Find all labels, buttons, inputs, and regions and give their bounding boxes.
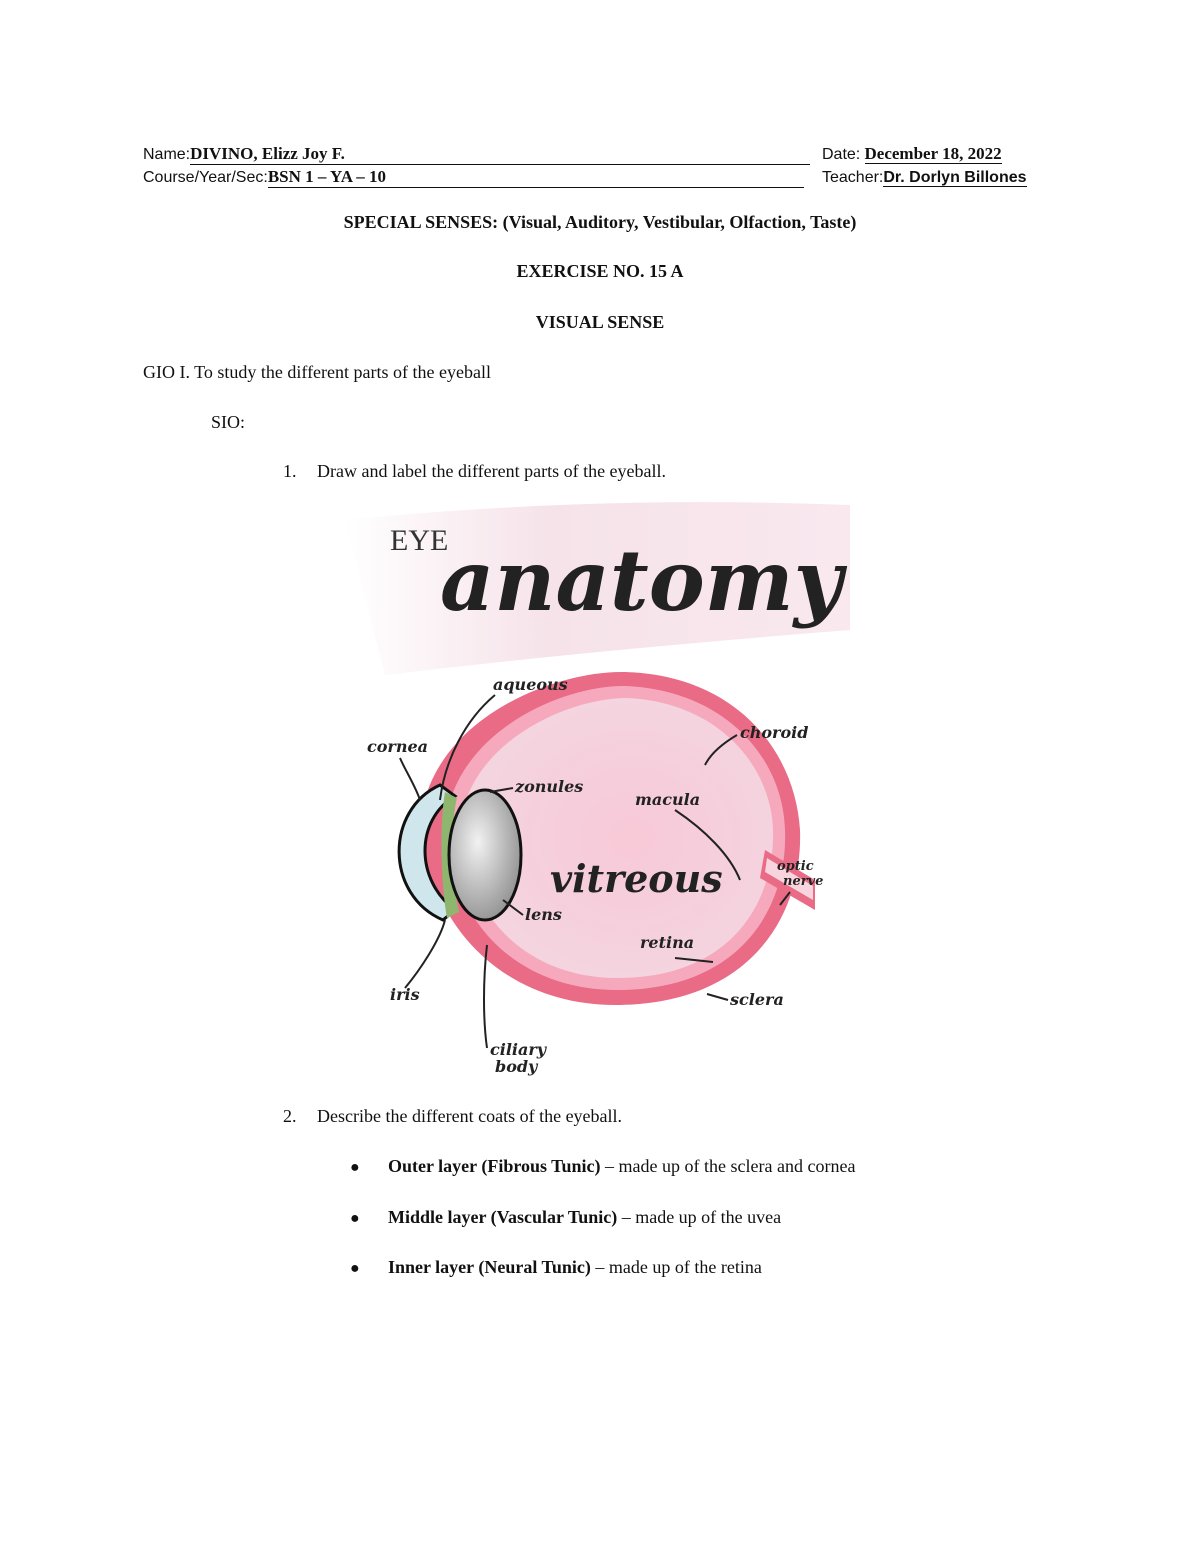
label-macula: macula	[635, 790, 701, 809]
gio-text: GIO I. To study the different parts of the eyeball	[143, 362, 491, 382]
visual-sense-title: VISUAL SENSE	[535, 312, 665, 332]
leader-cornea	[400, 758, 420, 800]
header-teacher	[822, 167, 1027, 187]
label-ciliary-1: ciliary	[490, 1040, 547, 1059]
item-2-text: Describe the different coats of the eyeball.	[317, 1106, 623, 1126]
layer-inner-rest: – made up of the retina	[590, 1257, 762, 1277]
layer-middle-rest: – made up of the uvea	[617, 1207, 782, 1227]
course-value: BSN 1 – YA – 10	[268, 167, 804, 188]
date-label: Date:	[822, 146, 861, 163]
date-value: December 18, 2022	[864, 144, 1002, 163]
eye-anatomy-figure	[345, 500, 855, 1085]
name-label: Name:	[143, 146, 191, 163]
label-zonules: zonules	[515, 777, 584, 796]
layer-inner-paren: (Neural Tunic)	[473, 1257, 591, 1277]
lens-shape	[449, 790, 521, 920]
teacher-label: Teacher:	[822, 169, 884, 186]
header-name-row	[143, 144, 823, 165]
bullet-dot: ●	[350, 1260, 360, 1277]
exercise-title: EXERCISE NO. 15 A	[516, 261, 684, 281]
layer-outer-bold: Outer layer	[388, 1156, 477, 1176]
eye-title-small: EYE	[390, 524, 449, 557]
special-senses-bold: SPECIAL SENSES:	[343, 212, 499, 232]
leader-iris	[405, 920, 445, 988]
leader-sclera	[707, 994, 728, 1000]
label-ciliary-2: body	[495, 1057, 538, 1076]
label-optic-2: nerve	[783, 874, 824, 889]
leader-ciliary	[484, 945, 487, 1048]
bullet-dot: ●	[350, 1210, 360, 1227]
label-choroid: choroid	[740, 723, 809, 742]
layer-item-outer	[350, 1156, 855, 1177]
course-label: Course/Year/Sec:	[143, 169, 268, 186]
layer-outer-rest: – made up of the sclera and cornea	[600, 1156, 856, 1176]
label-iris: iris	[390, 985, 420, 1004]
label-sclera: sclera	[730, 990, 784, 1009]
layer-middle-bold: Middle layer	[388, 1207, 487, 1227]
item-1-text: Draw and label the different parts of the eyeball.	[317, 461, 667, 481]
teacher-value: Dr. Dorlyn Billones	[883, 169, 1027, 186]
layer-inner-bold: Inner layer	[388, 1257, 474, 1277]
item-1	[283, 461, 666, 482]
item-2	[283, 1106, 622, 1127]
item-2-number: 2.	[283, 1106, 297, 1126]
label-lens: lens	[525, 905, 562, 924]
special-senses-rest: (Visual, Auditory, Vestibular, Olfaction, Taste)	[498, 212, 857, 232]
label-optic-1: optic	[777, 859, 814, 874]
special-senses-title	[0, 212, 1200, 233]
sio-label: SIO:	[211, 412, 246, 432]
label-aqueous: aqueous	[493, 675, 568, 694]
layer-item-middle	[350, 1207, 781, 1228]
header-date	[822, 144, 1002, 164]
label-retina: retina	[640, 933, 695, 952]
layer-middle-paren: (Vascular Tunic)	[486, 1207, 618, 1227]
layer-outer-paren: (Fibrous Tunic)	[476, 1156, 601, 1176]
eye-title-script: anatomy	[440, 531, 843, 630]
label-cornea: cornea	[367, 737, 429, 756]
label-vitreous: vitreous	[550, 856, 723, 901]
bullet-dot: ●	[350, 1159, 360, 1176]
name-value: DIVINO, Elizz Joy F.	[190, 144, 810, 165]
item-1-number: 1.	[283, 461, 297, 481]
layer-item-inner	[350, 1257, 762, 1278]
header-course-row	[143, 167, 823, 188]
